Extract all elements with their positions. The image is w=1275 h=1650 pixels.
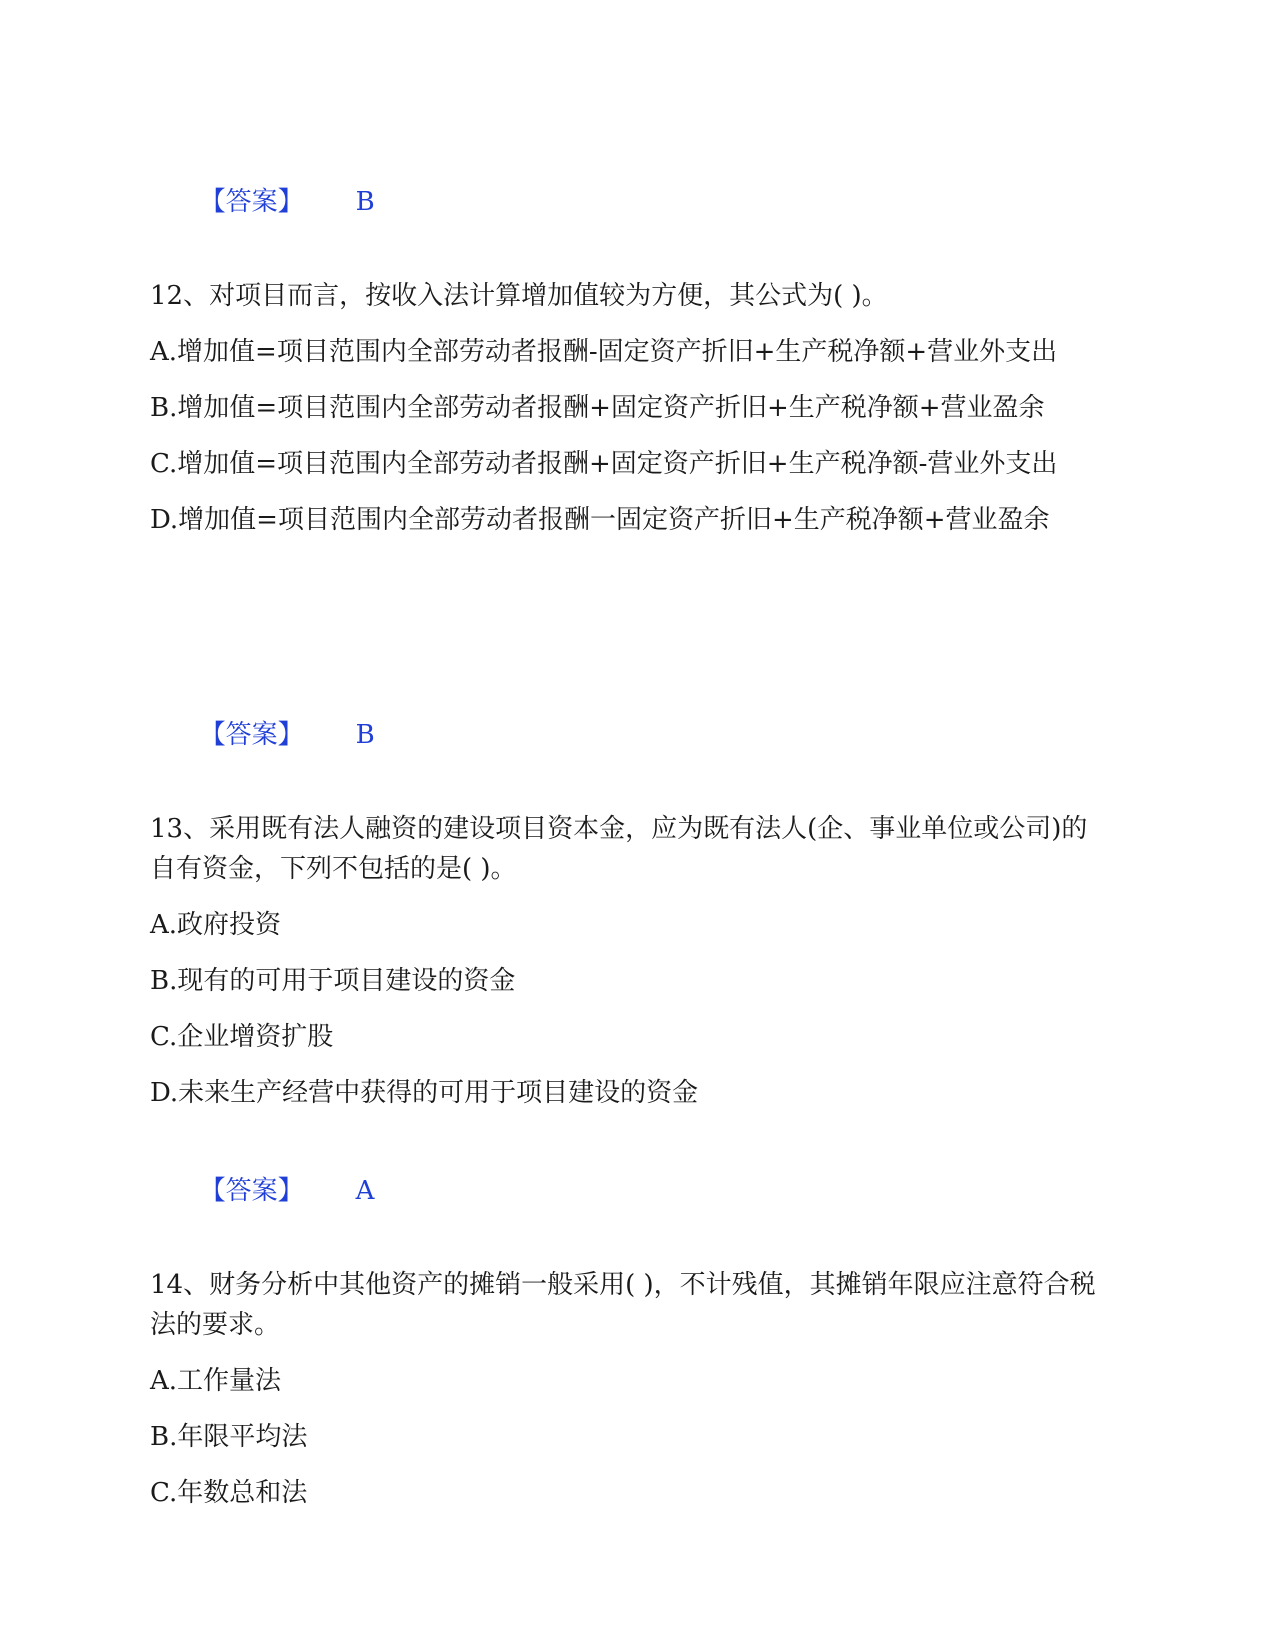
answer-value: B: [355, 187, 375, 217]
answer-label: 【答案】: [199, 1176, 304, 1206]
option-c: C.企业增资扩股: [150, 1022, 334, 1052]
question-13: 13、采用既有法人融资的建设项目资本金，应为既有法人(企、事业单位或公司)的自有资金，下列不包括的是( )。: [150, 814, 1088, 884]
option-c: C.年数总和法: [150, 1478, 308, 1508]
answer-line: [150, 142, 1110, 262]
option-a: A.工作量法: [150, 1366, 282, 1396]
answer-line: [150, 675, 1110, 795]
option-c: C.增加值=项目范围内全部劳动者报酬+固定资产折旧+生产税净额-营业外支出: [150, 449, 1058, 479]
option-a: A.政府投资: [150, 910, 282, 940]
option-b: B.年限平均法: [150, 1422, 308, 1452]
option-d: D.增加值=项目范围内全部劳动者报酬一固定资产折旧+生产税净额+营业盈余: [150, 505, 1050, 535]
answer-block-3: [150, 1131, 1110, 1529]
answer-label: 【答案】: [199, 720, 304, 750]
option-b: B.增加值=项目范围内全部劳动者报酬+固定资产折旧+生产税净额+营业盈余: [150, 393, 1045, 423]
answer-value: A: [355, 1176, 375, 1206]
option-d: D.未来生产经营中获得的可用于项目建设的资金: [150, 1078, 699, 1108]
option-a: A.增加值=项目范围内全部劳动者报酬-固定资产折旧+生产税净额+营业外支出: [150, 337, 1058, 367]
answer-value: B: [355, 720, 375, 750]
answer-block-2: [150, 675, 1110, 1129]
answer-block-1: [150, 142, 1110, 556]
answer-line: [150, 1131, 1110, 1251]
question-14: 14、财务分析中其他资产的摊销一般采用( )，不计残值，其摊销年限应注意符合税法的要求。: [150, 1270, 1096, 1340]
answer-label: 【答案】: [199, 187, 304, 217]
option-b: B.现有的可用于项目建设的资金: [150, 966, 516, 996]
question-12: 12、对项目而言，按收入法计算增加值较为方便，其公式为( )。: [150, 281, 888, 311]
